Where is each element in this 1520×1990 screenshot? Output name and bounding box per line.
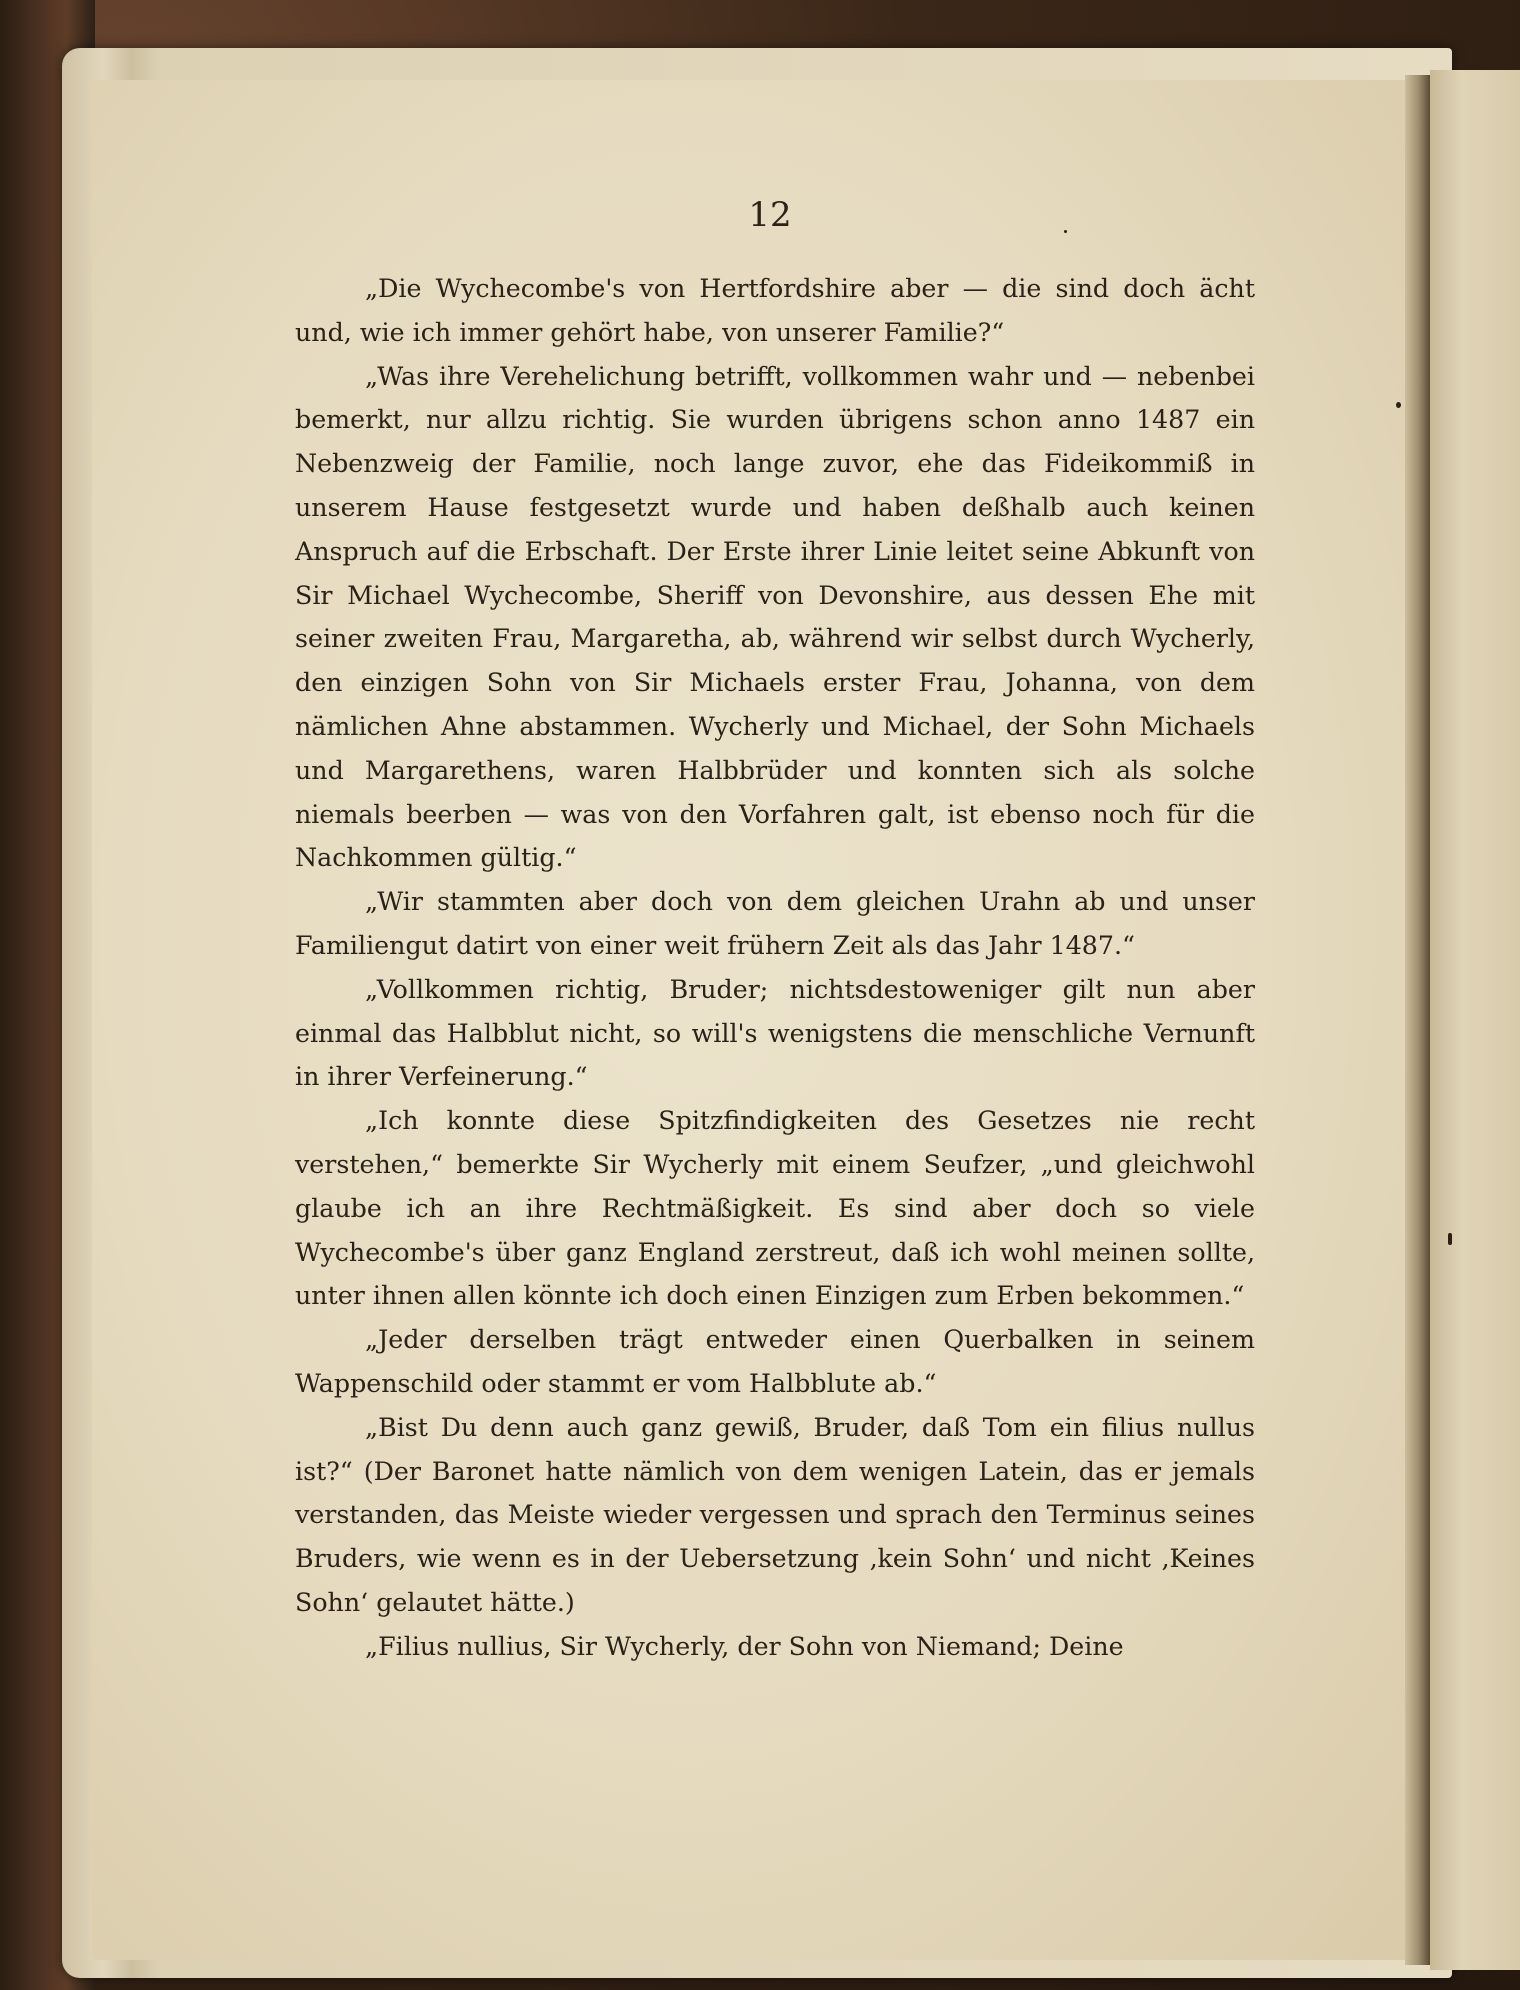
page-number: 12 [748, 195, 792, 235]
paragraph: „Filius nullius, Sir Wycherly, der Sohn von Niemand; Deine [365, 1631, 1124, 1661]
paragraph: „Wir stammten aber doch von dem gleichen Urahn ab und unser Familiengut datirt von einer weit frühern Zeit als das Jahr 1487.“ [295, 887, 1255, 960]
book-gutter [1405, 75, 1430, 1965]
paragraph: „Vollkommen richtig, Bruder; nichtsdestoweniger gilt nun aber einmal das Halbblut nicht, so will's wenigstens die menschliche Vernunft in ihrer Verfeinerung.“ [295, 974, 1255, 1092]
facing-page-edge [1430, 70, 1520, 1970]
paragraph: „Ich konnte diese Spitzfindigkeiten des Gesetzes nie recht verstehen,“ bemerkte Sir Wycherly mit einem Seufzer, „und gleichwohl glaube ich an ihre Rechtmäßigkeit. Es sind aber doch so viele Wychecombe's über ganz England zerstreut, daß ich wohl meinen sollte, unter ihnen allen könnte ich doch einen Einzigen zum Erben bekommen.“ [295, 1106, 1255, 1311]
body-text [295, 267, 1255, 1669]
paragraph: „Bist Du denn auch ganz gewiß, Bruder, daß Tom ein filius nullus ist?“ (Der Baronet hatte nämlich von dem wenigen Latein, das er jemals verstanden, das Meiste wieder vergessen und sprach den Terminus seines Bruders, wie wenn es in der Uebersetzung ‚kein Sohn‘ und nicht ‚Keines Sohn‘ gelautet hätte.) [295, 1412, 1255, 1617]
paper-speck [1396, 402, 1401, 408]
paragraph: „Was ihre Verehelichung betrifft, vollkommen wahr und — nebenbei bemerkt, nur allzu richtig. Sie wurden übrigens schon anno 1487 ein Nebenzweig der Familie, noch lange zuvor, ehe das Fideikommiß in unserem Hause festgesetzt wurde und haben deßhalb auch keinen Anspruch auf die Erbschaft. Der Erste ihrer Linie leitet seine Abkunft von Sir Michael Wychecombe, Sheriff von Devonshire, aus dessen Ehe mit seiner zweiten Frau, Margaretha, ab, während wir selbst durch Wycherly, den einzigen Sohn von Sir Michaels erster Frau, Johanna, von dem nämlichen Ahne abstammen. Wycherly und Michael, der Sohn Michaels und Margarethens, waren Halbbrüder und konnten sich als solche niemals beerben — was von den Vorfahren galt, ist ebenso noch für die Nachkommen gültig.“ [295, 361, 1255, 873]
paper-speck [1448, 1233, 1452, 1245]
paragraph: „Jeder derselben trägt entweder einen Querbalken in seinem Wappenschild oder stammt er vom Halbblute ab.“ [295, 1325, 1255, 1398]
paragraph: „Die Wychecombe's von Hertfordshire aber — die sind doch ächt und, wie ich immer gehört habe, von unserer Familie?“ [295, 274, 1255, 347]
